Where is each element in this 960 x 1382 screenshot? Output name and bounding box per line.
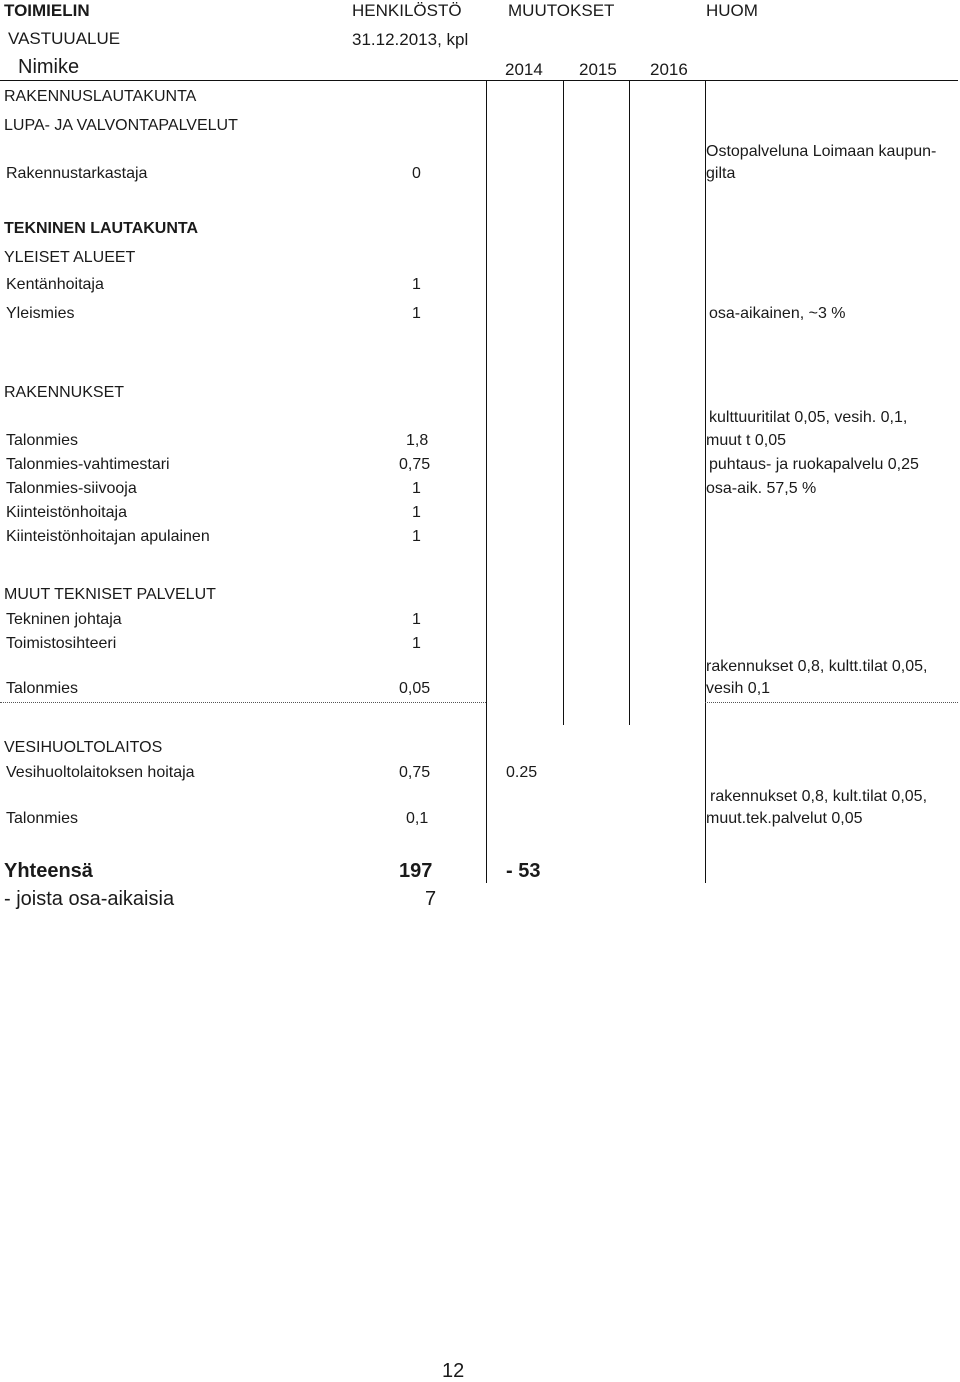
header-huom: HUOM: [706, 1, 758, 20]
row-count: 1: [412, 480, 421, 497]
row-note: muut t 0,05: [706, 432, 787, 449]
section-rakennukset: RAKENNUKSET: [4, 384, 125, 401]
total-label: Yhteensä: [4, 860, 93, 882]
row-name: Toimistosihteeri: [6, 635, 117, 652]
row-name: Talonmies-siivooja: [6, 480, 137, 497]
row-count: 1: [412, 635, 421, 652]
row-count: 0,75: [399, 456, 431, 473]
section-muut-tekniset: MUUT TEKNISET PALVELUT: [4, 586, 216, 603]
row-count: 0: [412, 165, 421, 182]
section-rakennuslautakunta: RAKENNUSLAUTAKUNTA: [4, 88, 197, 105]
row-count: 1: [412, 504, 421, 521]
row-name: Talonmies: [6, 680, 79, 697]
column-line-2015: [563, 81, 564, 725]
header-vastuualue: VASTUUALUE: [8, 29, 121, 48]
dotted-separator-left: [0, 702, 486, 703]
row-note: osa-aik. 57,5 %: [706, 480, 817, 497]
page-number: 12: [442, 1360, 465, 1382]
section-lupa: LUPA- JA VALVONTAPALVELUT: [4, 117, 238, 134]
part-time-count: 7: [425, 888, 437, 910]
row-note: Ostopalveluna Loimaan kaupun-: [706, 143, 937, 160]
header-nimike: Nimike: [18, 56, 80, 78]
row-count: 1: [412, 611, 421, 628]
row-note: rakennukset 0,8, kultt.tilat 0,05,: [706, 658, 928, 675]
header-henkilosto: HENKILÖSTÖ: [352, 1, 462, 20]
header-muutokset: MUUTOKSET: [508, 1, 615, 20]
row-change-2014: 0.25: [506, 764, 538, 781]
total-count: 197: [399, 860, 433, 882]
row-name: Kiinteistönhoitajan apulainen: [6, 528, 210, 545]
row-name: Yleismies: [6, 305, 75, 322]
header-year-2015: 2015: [579, 60, 617, 79]
header-year-2016: 2016: [650, 60, 688, 79]
row-name: Tekninen johtaja: [6, 611, 122, 628]
row-count: 1: [412, 305, 421, 322]
header-date: 31.12.2013, kpl: [352, 30, 469, 49]
header-rule: [0, 80, 958, 81]
row-count: 1: [412, 528, 421, 545]
row-note: rakennukset 0,8, kult.tilat 0,05,: [710, 788, 928, 805]
row-count: 0,1: [406, 810, 429, 827]
row-note: muut.tek.palvelut 0,05: [706, 810, 863, 827]
row-count: 0,05: [399, 680, 431, 697]
row-note: vesih 0,1: [706, 680, 771, 697]
part-time-label: - joista osa-aikaisia: [4, 888, 175, 910]
row-note: kulttuuritilat 0,05, vesih. 0,1,: [709, 409, 908, 426]
section-yleiset-alueet: YLEISET ALUEET: [4, 249, 136, 266]
column-line-2014: [486, 81, 487, 883]
row-name: Talonmies-vahtimestari: [6, 456, 170, 473]
row-name: Rakennustarkastaja: [6, 165, 148, 182]
row-name: Talonmies: [6, 810, 79, 827]
row-name: Kentänhoitaja: [6, 276, 104, 293]
column-line-2016: [629, 81, 630, 725]
row-name: Kiinteistönhoitaja: [6, 504, 127, 521]
dotted-separator-right: [705, 702, 958, 703]
row-name: Talonmies: [6, 432, 79, 449]
row-count: 1: [412, 276, 421, 293]
row-note: osa-aikainen, ~3 %: [709, 305, 846, 322]
row-count: 1,8: [406, 432, 429, 449]
row-note: puhtaus- ja ruokapalvelu 0,25: [709, 456, 919, 473]
header-toimielin: TOIMIELIN: [4, 1, 90, 20]
row-name: Vesihuoltolaitoksen hoitaja: [6, 764, 195, 781]
header-year-2014: 2014: [505, 60, 543, 79]
section-tekninen-lautakunta: TEKNINEN LAUTAKUNTA: [4, 220, 199, 237]
row-count: 0,75: [399, 764, 431, 781]
total-change: - 53: [506, 860, 541, 882]
section-vesihuoltolaitos: VESIHUOLTOLAITOS: [4, 739, 163, 756]
row-note: gilta: [706, 165, 736, 182]
